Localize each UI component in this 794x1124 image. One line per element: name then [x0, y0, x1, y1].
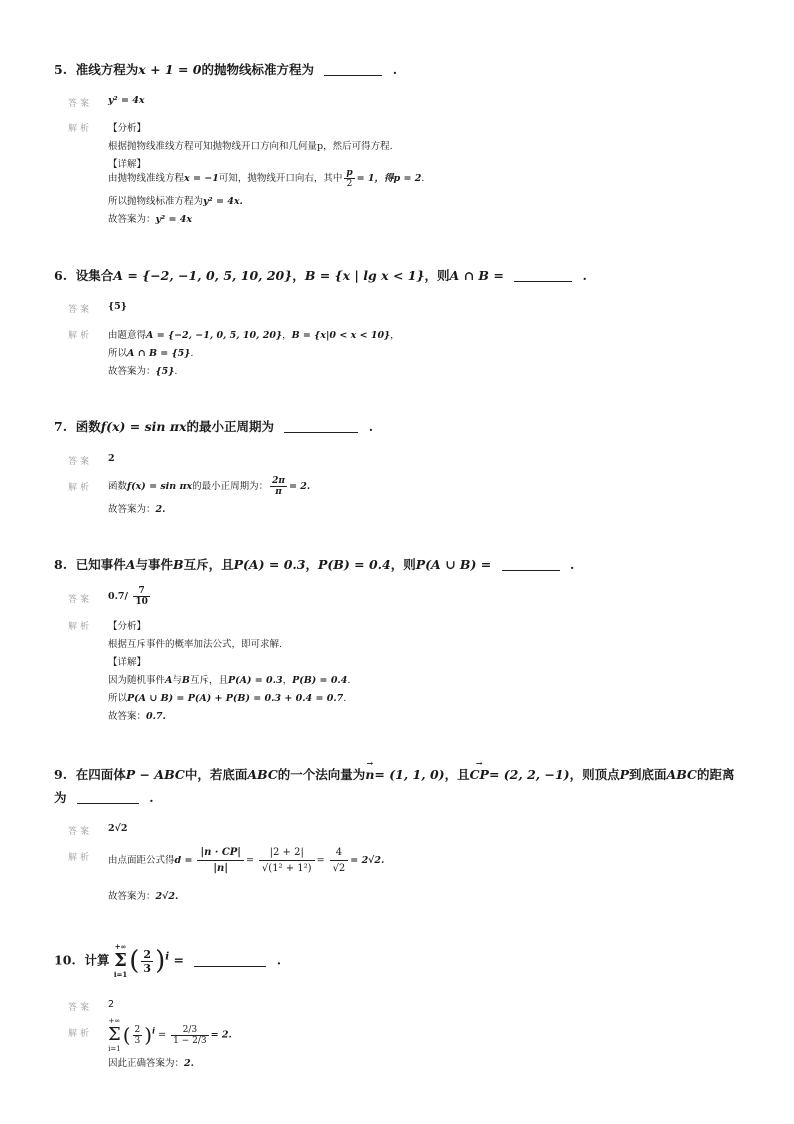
summation	[108, 1016, 121, 1054]
denominator: 3	[143, 961, 152, 975]
answer-label: 答案	[68, 1003, 93, 1013]
numerator: 2π	[272, 476, 285, 486]
paren: )	[155, 946, 166, 976]
stem-math: A	[125, 557, 136, 572]
denominator: 2	[346, 179, 353, 189]
stem-math: =	[173, 952, 185, 968]
analysis-line	[108, 690, 346, 704]
stem-period: .	[582, 268, 587, 283]
stem-math: ABC	[247, 767, 278, 782]
answer-label: 答案	[68, 827, 93, 837]
stem-text: 在四面体	[75, 767, 126, 782]
analysis-label: 解析	[68, 331, 93, 341]
math: 2.	[184, 1058, 194, 1069]
stem-period: .	[368, 419, 374, 434]
analysis-line: 根据互斥事件的概率加法公式，即可求解.	[108, 639, 283, 650]
fraction	[270, 476, 287, 497]
stem-period: .	[392, 62, 398, 77]
text: 可知，抛物线开口向右，其中	[218, 173, 343, 184]
text: 所以	[108, 348, 128, 359]
numerator: |n · CP|	[197, 845, 243, 861]
summation	[114, 942, 127, 980]
text: 故答案为：	[108, 504, 156, 515]
text: 的最小正周期为：	[192, 481, 269, 492]
text: .	[190, 348, 194, 359]
math: A ∩ B = {5}	[127, 348, 191, 359]
text: 函数	[108, 481, 128, 492]
stem-text: ，则	[424, 268, 450, 283]
stem-math: P(B) = 0.4	[317, 557, 391, 572]
math: P(B) = 0.4	[292, 675, 348, 686]
stem-text: 计算	[84, 952, 110, 968]
stem-text: 与事件	[135, 557, 174, 572]
denominator: π	[275, 487, 282, 497]
fraction	[141, 948, 153, 975]
stem-text: ，	[292, 268, 305, 283]
numerator: |2 + 2|	[259, 845, 315, 861]
analysis-label: 解析	[68, 622, 93, 632]
stem-period: .	[569, 557, 575, 572]
stem-text: 已知事件	[75, 557, 126, 572]
fraction	[344, 168, 354, 189]
answer-blank[interactable]	[502, 556, 560, 571]
question-10-stem	[54, 942, 281, 980]
exponent: i	[152, 1026, 156, 1036]
stem-text: 的距离	[696, 767, 735, 782]
stem-text: 函数	[75, 419, 101, 434]
numerator: 7	[133, 586, 150, 597]
text: 故答案：	[108, 711, 147, 722]
answer-value: {5}	[108, 301, 127, 312]
question-6-stem	[54, 266, 587, 284]
answer-blank[interactable]	[324, 61, 382, 76]
fraction	[330, 845, 349, 876]
analysis-label: 解析	[68, 853, 93, 863]
denominator: √2	[332, 863, 346, 874]
analysis-line	[108, 345, 193, 359]
analysis-line: 【分析】	[108, 621, 147, 632]
question-number: 7.	[54, 419, 68, 434]
analysis-line: 【详解】	[108, 657, 147, 668]
text: ，	[282, 330, 292, 341]
fraction	[197, 845, 243, 876]
math: P(A ∪ B) = P(A) + P(B) = 0.3 + 0.4 = 0.7	[127, 693, 344, 704]
analysis-label: 解析	[68, 1029, 93, 1039]
stem-period: .	[149, 790, 154, 805]
paren: (	[129, 946, 140, 976]
paren: )	[144, 1023, 153, 1047]
answer-blank[interactable]	[194, 952, 266, 967]
answer-value: 2	[108, 999, 115, 1010]
fraction	[259, 845, 315, 876]
stem-text: ，且	[444, 767, 470, 782]
analysis-line	[108, 1055, 194, 1069]
sigma-symbol: Σ	[114, 950, 127, 971]
math: B = {x|0 < x < 10}	[291, 330, 391, 341]
analysis-line	[108, 327, 400, 341]
math: p = 2	[393, 173, 422, 184]
denominator: 10	[135, 597, 148, 607]
question-7-stem	[54, 417, 373, 435]
text: 所以抛物线标准方程为	[108, 196, 204, 207]
analysis-line	[108, 193, 243, 207]
text: 故答案为：	[108, 891, 156, 902]
stem-text: 的抛物线标准方程为	[201, 62, 315, 77]
text: .	[347, 675, 351, 686]
math: y² = 4x.	[203, 196, 243, 207]
analysis-label: 解析	[68, 124, 93, 134]
stem-math: A ∩ B =	[449, 268, 504, 283]
paren: (	[122, 1023, 131, 1047]
stem-text: 到底面	[629, 767, 667, 782]
math: f(x) = sin πx	[127, 481, 193, 492]
math: 0.7.	[146, 711, 166, 722]
text: .	[343, 693, 347, 704]
text: 因此正确答案为：	[108, 1058, 185, 1069]
denominator: 1 − 2/3	[173, 1035, 207, 1046]
analysis-line	[108, 501, 165, 515]
text: 与	[172, 675, 182, 686]
math: y² = 4x	[155, 214, 193, 225]
math: = 2√2.	[350, 855, 385, 866]
text: 互斥，且	[189, 675, 228, 686]
answer-value: y² = 4x	[108, 95, 145, 106]
answer-label: 答案	[68, 305, 93, 315]
stem-period: .	[276, 952, 282, 968]
lower-limit: i=1	[108, 1045, 121, 1053]
question-8-stem: 8. 已知事件A与事件B互斥，且P(A) = 0.3，P(B) = 0.4，则P(A ∪ B) = .	[54, 557, 575, 572]
math: = 2.	[289, 481, 311, 492]
analysis-line: +∞ Σ i=1 ( $\frac{2}{3}$ )$^i$ = $\frac{2/3}{1 - 2/3}$ = 2.	[108, 1017, 232, 1053]
upper-limit: +∞	[114, 942, 127, 951]
math: = 1，得	[356, 173, 394, 184]
text: 由点面距公式得	[108, 855, 175, 866]
math: x = −1	[184, 173, 219, 184]
question-9-stem-line2	[54, 788, 154, 806]
analysis-line	[108, 888, 178, 902]
numerator: p	[346, 168, 353, 178]
stem-math: P(A ∪ B) =	[415, 557, 492, 572]
stem-text: 互斥，且	[183, 557, 234, 572]
answer-label: 答案	[68, 99, 93, 109]
sigma-symbol: Σ	[108, 1024, 121, 1045]
math: 2.	[155, 504, 166, 515]
numerator: 2/3	[171, 1025, 208, 1036]
math: 2√2.	[155, 891, 179, 902]
text: 故答案为：	[108, 214, 156, 225]
answer-label: 答案	[68, 457, 93, 467]
stem-text: ，则	[390, 557, 416, 572]
math: A	[165, 675, 173, 686]
vector-n: → n	[365, 767, 374, 782]
fraction	[133, 1025, 143, 1046]
math: d =	[174, 855, 193, 866]
analysis-line: 因为随机事件A与B互斥，且P(A) = 0.3，P(B) = 0.4.	[108, 675, 351, 686]
stem-math: = (2, 2, −1)	[488, 767, 570, 782]
analysis-line: 【详解】	[108, 159, 147, 170]
question-9-stem	[54, 765, 734, 783]
upper-limit: +∞	[108, 1017, 121, 1025]
stem-math: B = {x | lg x < 1}	[304, 268, 425, 283]
denominator: √(1² + 1²)	[261, 863, 312, 874]
answer-label: 答案	[68, 595, 93, 605]
question-number: 9.	[54, 767, 68, 782]
math: = 2.	[210, 1029, 232, 1041]
analysis-label: 解析	[68, 483, 93, 493]
question-number: 8.	[54, 557, 68, 572]
stem-math: B	[173, 557, 184, 572]
stem-math: x + 1 = 0	[138, 62, 202, 77]
analysis-line	[108, 708, 166, 722]
denominator: |n|	[213, 863, 228, 874]
text: 因为随机事件	[108, 675, 166, 686]
stem-math: P(A) = 0.3	[233, 557, 306, 572]
answer-blank[interactable]	[77, 789, 139, 804]
stem-text: ，则顶点	[569, 767, 620, 782]
numerator: 4	[330, 845, 349, 861]
analysis-line	[108, 476, 310, 497]
numerator: 2	[134, 1024, 141, 1035]
text: 由抛物线准线方程	[108, 173, 185, 184]
analysis-line: 根据抛物线准线方程可知抛物线开口方向和几何量p，然后可得方程.	[108, 141, 393, 152]
stem-text: 的一个法向量为	[277, 767, 366, 782]
question-5-stem	[54, 60, 397, 78]
stem-text: 设集合	[75, 268, 114, 283]
analysis-line: 由点面距公式得d = $\frac{|n \cdot CP|}{|n|}$ = $\frac{|2 + 2|}{\text{√(1² + 1²)}}$ = $\frac{4}{√2}$ = 2√2.	[108, 847, 385, 874]
answer-value: 2	[108, 453, 115, 464]
exponent: i	[165, 950, 170, 963]
numerator: 2	[143, 947, 152, 961]
fraction	[133, 586, 150, 607]
stem-math: P	[619, 767, 629, 782]
fraction	[171, 1025, 208, 1046]
answer-blank[interactable]	[514, 267, 572, 282]
math: B	[181, 675, 190, 686]
analysis-line	[108, 211, 192, 225]
stem-math: A = {−2, −1, 0, 5, 10, 20}	[113, 268, 293, 283]
question-number: 10.	[54, 952, 76, 968]
stem-text: 中，若底面	[184, 767, 248, 782]
stem-text: 为	[54, 790, 67, 805]
stem-text: 的最小正周期为	[186, 419, 274, 434]
answer-blank[interactable]	[284, 418, 358, 433]
answer-value	[108, 586, 152, 607]
text: .	[421, 173, 425, 184]
question-number: 6.	[54, 268, 68, 283]
text: 由题意得	[108, 330, 147, 341]
analysis-line: 【分析】	[108, 123, 147, 134]
math: {5}	[155, 366, 175, 377]
text: 故答案为：	[108, 366, 156, 377]
answer-value: 2√2	[108, 823, 128, 834]
stem-math: P − ABC	[125, 767, 185, 782]
text: .	[174, 366, 178, 377]
stem-text: 准线方程为	[75, 62, 139, 77]
math: A = {−2, −1, 0, 5, 10, 20}	[146, 330, 283, 341]
text: ，	[390, 330, 400, 341]
analysis-line	[108, 168, 424, 189]
stem-math: f(x) = sin πx	[100, 419, 187, 434]
denominator: 3	[134, 1035, 141, 1046]
stem-math: ABC	[666, 767, 697, 782]
vector-cp: → CP	[470, 767, 489, 782]
analysis-line	[108, 363, 177, 377]
text: 所以	[108, 693, 128, 704]
lower-limit: i=1	[113, 970, 128, 979]
stem-math: = (1, 1, 0)	[374, 767, 445, 782]
math: P(A) = 0.3	[227, 675, 283, 686]
question-number: 5.	[54, 62, 68, 77]
text: 0.7/	[108, 591, 128, 602]
